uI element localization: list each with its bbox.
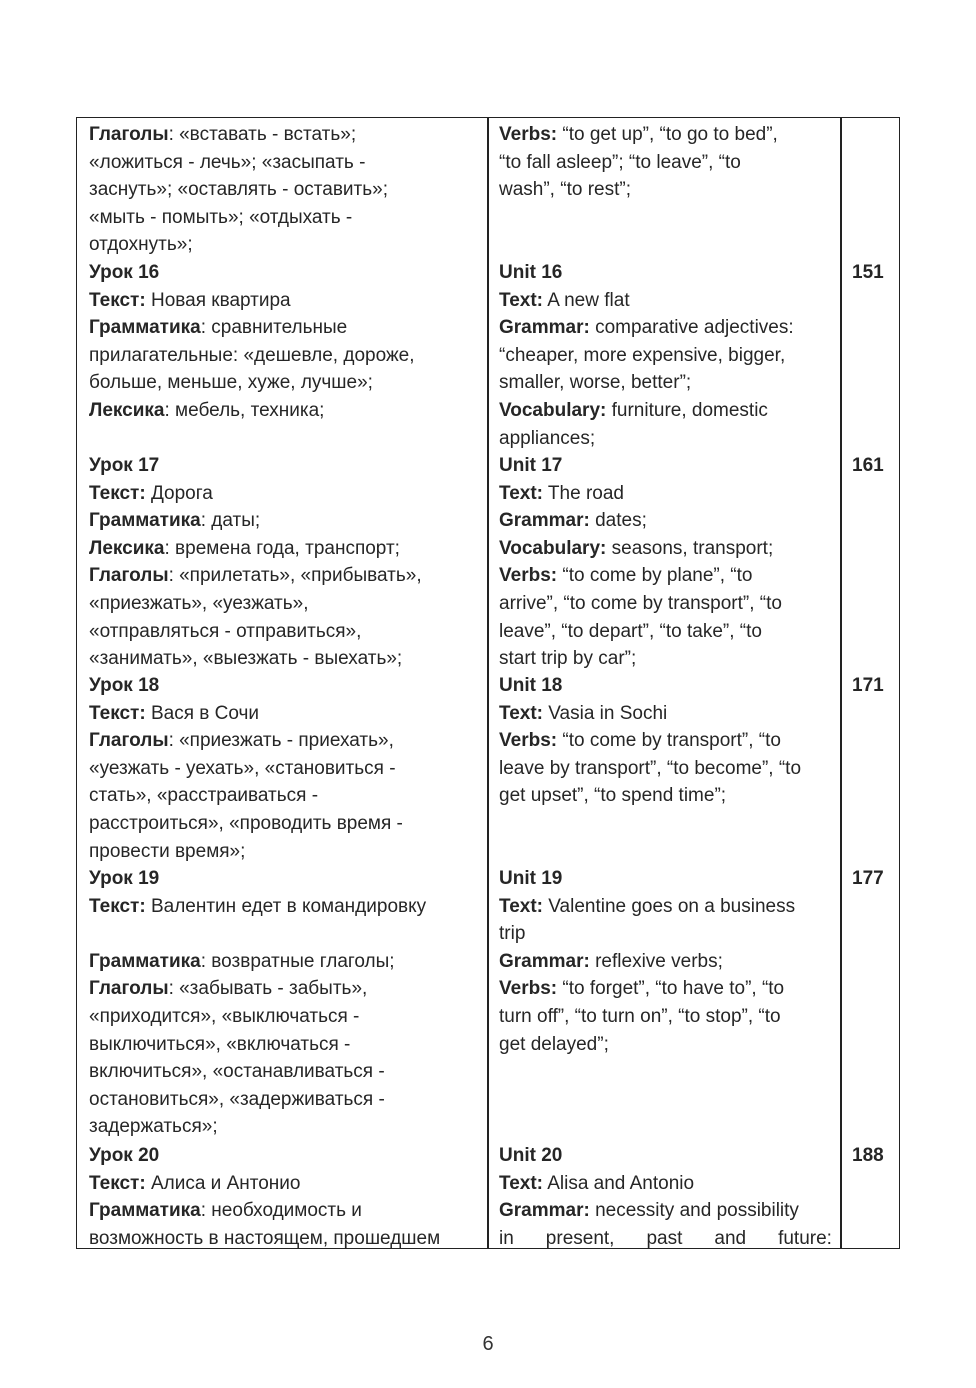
toc-text: Валентин едет в командировку: [145, 895, 427, 917]
toc-text: arrive”, “to come by transport”, “to: [499, 593, 782, 614]
toc-line: [89, 562, 422, 589]
toc-label: Text:: [499, 895, 543, 917]
toc-label: Verbs:: [499, 124, 558, 145]
toc-line: [89, 1003, 359, 1030]
toc-line: [499, 535, 773, 562]
toc-line: [89, 975, 367, 1002]
toc-label: Grammar:: [499, 317, 590, 339]
toc-text: Алиса и Антонио: [145, 1172, 301, 1194]
toc-line: [499, 727, 781, 754]
toc-text: “to forget”, “to have to”, “to: [557, 978, 785, 1000]
toc-label: Глаголы: [89, 565, 169, 587]
toc-line: [499, 755, 801, 782]
toc-line: [89, 893, 426, 920]
toc-text: Alisa and Antonio: [542, 1172, 695, 1194]
toc-line: [499, 397, 768, 424]
toc-line: [499, 369, 691, 396]
toc-label: Vocabulary:: [499, 537, 607, 559]
toc-label: Grammar:: [499, 950, 590, 972]
toc-text: : «прилетать», «прибывать»,: [168, 565, 422, 587]
toc-text: стать», «расстраиваться -: [89, 785, 319, 807]
toc-text: “cheaper, more expensive, bigger,: [499, 344, 786, 366]
toc-text: appliances;: [499, 427, 596, 449]
toc-label: Грамматика: [89, 950, 201, 972]
column-divider-ru-en: [487, 117, 489, 1249]
toc-line: [499, 1197, 799, 1224]
toc-word: in: [499, 1227, 514, 1249]
toc-line: [499, 1142, 562, 1169]
toc-line: [499, 507, 647, 534]
toc-label: Verbs:: [499, 565, 558, 587]
toc-line: [89, 314, 347, 341]
toc-text: : возвратные глаголы;: [200, 950, 395, 972]
page-number: 6: [482, 1333, 494, 1355]
toc-line: [499, 1031, 609, 1058]
toc-label: Урок 20: [89, 1145, 160, 1166]
column-divider-en-page: [840, 117, 842, 1249]
toc-label: Лексика: [89, 537, 165, 559]
toc-text: “to fall asleep”; “to leave”, “to: [499, 151, 741, 173]
toc-label: Урок 17: [89, 455, 160, 476]
toc-label: Text:: [499, 289, 543, 311]
toc-label: Глаголы: [89, 978, 169, 1000]
toc-label: Grammar:: [499, 1200, 590, 1222]
toc-line: [89, 727, 394, 754]
toc-line: [89, 1142, 159, 1169]
toc-line: [89, 755, 396, 782]
toc-text: Vasia in Sochi: [542, 702, 668, 724]
toc-line: [499, 314, 794, 341]
toc-text: wash”, “to rest”;: [499, 179, 631, 201]
toc-line: [89, 590, 309, 617]
toc-line: [499, 1003, 781, 1030]
toc-line: [89, 259, 159, 286]
toc-line: [499, 1225, 832, 1252]
toc-text: A new flat: [542, 289, 630, 311]
toc-label: Unit 17: [499, 455, 563, 476]
toc-text: : сравнительные: [200, 317, 348, 339]
toc-text: Новая квартира: [145, 289, 291, 311]
toc-line: [499, 645, 636, 672]
toc-text: : «забывать - забыть»,: [168, 978, 368, 1000]
toc-text: “to come by plane”, “to: [557, 565, 753, 587]
toc-text: furniture, domestic: [606, 400, 768, 421]
toc-line: [499, 1170, 694, 1197]
toc-line: [89, 672, 159, 699]
toc-text: trip: [499, 923, 526, 945]
toc-text: get delayed”;: [499, 1033, 609, 1055]
toc-word: past: [646, 1227, 683, 1249]
toc-line: [499, 287, 630, 314]
toc-text: «приезжать», «уезжать»,: [89, 593, 309, 614]
toc-text: leave”, “to depart”, “to take”, “to: [499, 620, 762, 642]
toc-text: прилагательные: «дешевле, дороже,: [89, 344, 415, 366]
toc-text: «отправляться - отправиться»,: [89, 620, 362, 642]
toc-text: turn off”, “to turn on”, “to stop”, “to: [499, 1006, 781, 1027]
toc-line: [89, 535, 400, 562]
toc-label: Vocabulary:: [499, 400, 607, 421]
toc-text: задержаться»;: [89, 1116, 218, 1138]
toc-line: [499, 893, 795, 920]
toc-line: [89, 369, 373, 396]
toc-label: Лексика: [89, 400, 165, 421]
toc-page-ref: 188: [852, 1145, 884, 1166]
toc-text: больше, меньше, хуже, лучше»;: [89, 372, 373, 394]
toc-text: «мыть - помыть»; «отдыхать -: [89, 206, 353, 228]
toc-label: Grammar:: [499, 510, 590, 532]
toc-text: выключиться», «включаться -: [89, 1033, 351, 1055]
toc-text: comparative adjectives:: [589, 317, 794, 339]
toc-line: [89, 782, 318, 809]
toc-label: Verbs:: [499, 978, 558, 1000]
toc-label: Text:: [499, 482, 543, 504]
toc-text: “to get up”, “to go to bed”,: [557, 124, 778, 145]
toc-label: Текст:: [89, 702, 146, 724]
toc-line: [89, 1086, 385, 1113]
toc-text: reflexive verbs;: [589, 950, 723, 972]
toc-line: [89, 645, 402, 672]
toc-line: [89, 287, 291, 314]
toc-line: [89, 452, 159, 479]
toc-line: [499, 452, 562, 479]
toc-line: [89, 948, 395, 975]
toc-label: Unit 20: [499, 1145, 563, 1166]
toc-label: Грамматика: [89, 1200, 201, 1222]
toc-text: «приходится», «выключаться -: [89, 1006, 360, 1027]
toc-word: present,: [545, 1227, 615, 1249]
toc-line: [499, 865, 562, 892]
toc-line: [499, 920, 525, 947]
toc-line: [89, 865, 159, 892]
toc-label: Грамматика: [89, 510, 201, 532]
toc-label: Unit 16: [499, 262, 563, 283]
toc-line: [499, 176, 631, 203]
toc-line: [89, 1113, 218, 1140]
toc-line: [89, 618, 361, 645]
toc-text: возможность в настоящем, прошедшем: [89, 1227, 441, 1249]
toc-line: [89, 507, 260, 534]
toc-label: Verbs:: [499, 730, 558, 752]
toc-label: Глаголы: [89, 124, 169, 145]
toc-text: «ложиться - лечь»; «засыпать -: [89, 151, 366, 173]
toc-label: Текст:: [89, 1172, 146, 1194]
toc-line: [499, 342, 785, 369]
toc-label: Текст:: [89, 289, 146, 311]
toc-page-ref: 151: [852, 262, 884, 283]
toc-text: «уезжать - уехать», «становиться -: [89, 757, 396, 779]
toc-text: : даты;: [200, 510, 261, 532]
toc-text: necessity and possibility: [589, 1200, 799, 1222]
toc-text: «занимать», «выезжать - выехать»;: [89, 648, 403, 670]
toc-text: Valentine goes on a business: [542, 895, 796, 917]
toc-label: Текст:: [89, 895, 146, 917]
toc-text: seasons, transport;: [606, 537, 774, 559]
toc-line: [499, 480, 624, 507]
toc-label: Unit 19: [499, 868, 563, 889]
toc-line: [89, 480, 213, 507]
toc-line: [499, 259, 562, 286]
toc-line: [89, 700, 259, 727]
toc-text: : мебель, техника;: [164, 400, 325, 421]
toc-text: : времена года, транспорт;: [164, 537, 400, 559]
toc-word: and: [714, 1227, 747, 1249]
toc-line: [499, 149, 741, 176]
toc-line: [499, 121, 778, 148]
toc-line: [89, 1031, 350, 1058]
toc-text: “to come by transport”, “to: [557, 730, 781, 752]
toc-label: Урок 18: [89, 675, 160, 696]
toc-text: The road: [542, 482, 624, 504]
toc-line: [89, 149, 365, 176]
toc-label: Text:: [499, 1172, 543, 1194]
toc-text: : «приезжать - приехать»,: [168, 730, 394, 752]
toc-label: Текст:: [89, 482, 146, 504]
toc-page-ref: 161: [852, 455, 884, 476]
toc-line: [499, 562, 752, 589]
toc-line: [89, 231, 193, 258]
toc-line: [89, 1197, 362, 1224]
toc-text: остановиться», «задерживаться -: [89, 1088, 385, 1110]
toc-label: Text:: [499, 702, 543, 724]
toc-line: [499, 425, 595, 452]
toc-line: [499, 700, 667, 727]
toc-text: расстроиться», «проводить время -: [89, 813, 403, 834]
toc-line: [89, 204, 352, 231]
toc-line: [499, 782, 726, 809]
toc-line: [89, 342, 415, 369]
toc-text: отдохнуть»;: [89, 234, 193, 256]
toc-text: leave by transport”, “to become”, “to: [499, 757, 802, 779]
toc-line: [499, 672, 562, 699]
toc-text: get upset”, “to spend time”;: [499, 785, 727, 807]
toc-line: [89, 176, 388, 203]
toc-line: [499, 975, 784, 1002]
toc-label: Глаголы: [89, 730, 169, 752]
toc-line: [89, 838, 245, 865]
toc-line: [89, 121, 356, 148]
toc-page-ref: 177: [852, 868, 884, 889]
toc-label: Урок 19: [89, 868, 160, 889]
toc-label: Unit 18: [499, 675, 563, 696]
toc-text: start trip by car”;: [499, 648, 637, 670]
toc-text: smaller, worse, better”;: [499, 372, 692, 394]
toc-line: [499, 948, 723, 975]
toc-word: future:: [778, 1227, 832, 1249]
toc-line: [89, 397, 324, 424]
toc-text: dates;: [589, 510, 647, 532]
toc-line: [499, 618, 762, 645]
toc-line: [89, 810, 403, 837]
toc-line: [499, 590, 782, 617]
toc-text: провести время»;: [89, 840, 246, 862]
toc-text: заснуть»; «оставлять - оставить»;: [89, 179, 388, 201]
toc-text: : «вставать - встать»;: [168, 124, 357, 145]
toc-line: [89, 1225, 440, 1252]
toc-text: Вася в Сочи: [145, 702, 260, 724]
toc-text: : необходимость и: [200, 1200, 362, 1222]
toc-text: включиться», «останавливаться -: [89, 1061, 385, 1083]
toc-label: Грамматика: [89, 317, 201, 339]
toc-label: Урок 16: [89, 262, 160, 283]
toc-line: [89, 1058, 385, 1085]
toc-line: [89, 1170, 300, 1197]
toc-text: Дорога: [145, 482, 213, 504]
toc-page-ref: 171: [852, 675, 884, 696]
